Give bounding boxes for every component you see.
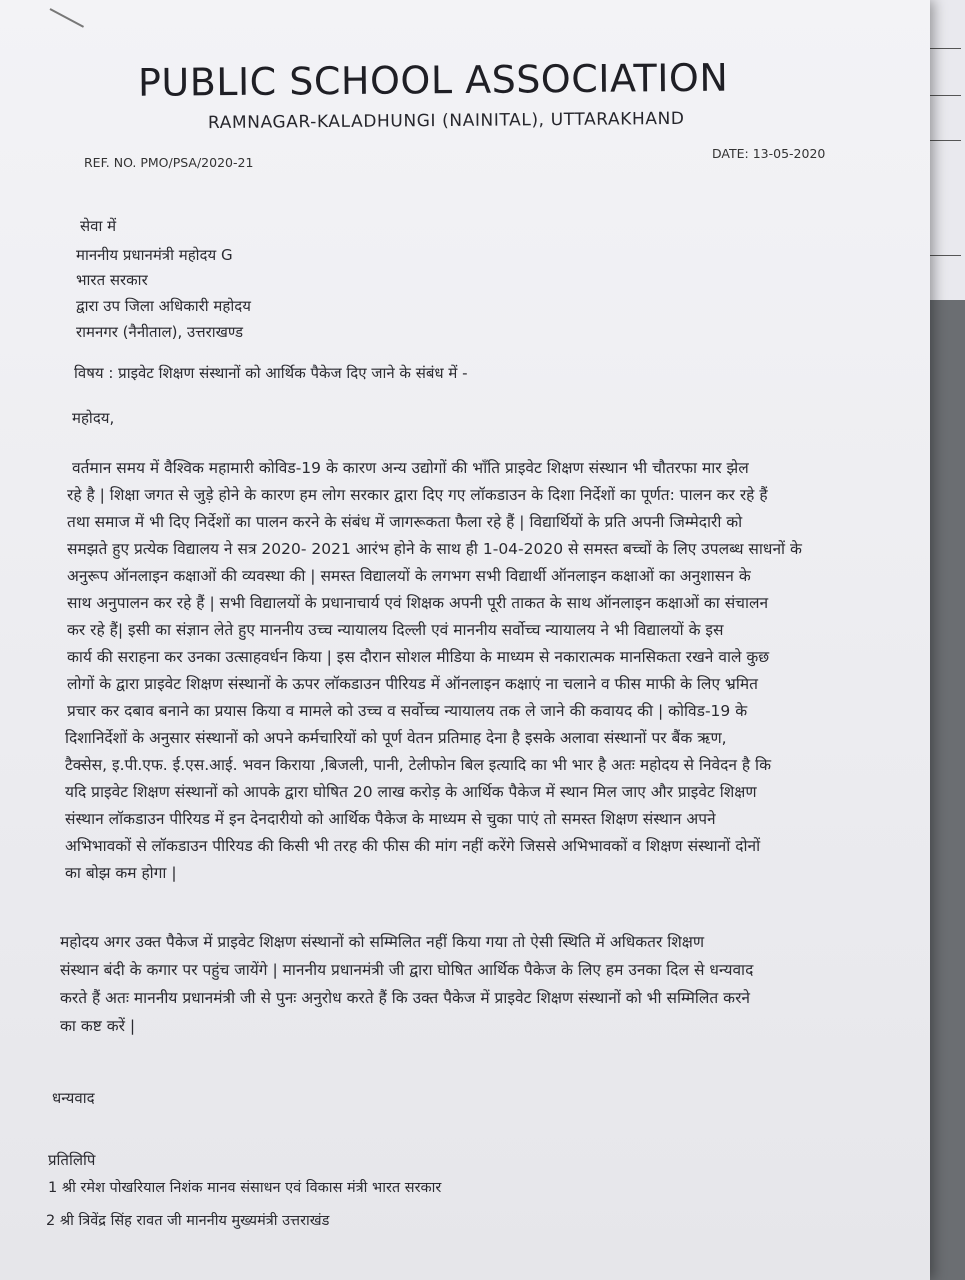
recipient-line: द्वारा उप जिला अधिकारी महोदय [76,297,251,315]
paragraph-line: का कष्ट करें | [60,1017,136,1035]
letter-date: DATE: 13-05-2020 [712,146,826,161]
paragraph-line: का बोझ कम होगा | [65,864,177,882]
paragraph-line: करते हैं अतः माननीय प्रधानमंत्री जी से पुनः अनुरोध करते हैं कि उक्त पैकेज में प्राइवेट शिक्षण संस्थानों को भी सम्मिलित करने [60,989,751,1007]
paragraph-line: संस्थान लॉकडाउन पीरियड में इन देनदारीयो को आर्थिक पैकेज के माध्यम से चुका पाएं तो समस्त शिक्षण संस्थान अपने [65,810,716,828]
paragraph-line: संस्थान बंदी के कगार पर पहुंच जायेंगे | माननीय प्रधानमंत्री जी द्वारा घोषित आर्थिक पैकेज के लिए हम उनका दिल से धन्यवाद [60,961,754,979]
copy-item: 1 श्री रमेश पोखरियाल निशंक मानव संसाधन एवं विकास मंत्री भारत सरकार [48,1180,442,1196]
paragraph-line: वर्तमान समय में वैश्विक महामारी कोविड-19 के कारण अन्य उद्योगों की भाँति प्राइवेट शिक्षण संस्थान भी चौतरफा मार झेल [72,459,749,477]
organization-name: PUBLIC SCHOOL ASSOCIATION [137,55,729,105]
paragraph-line: टैक्सेस, इ.पी.एफ. ई.एस.आई. भवन किराया ,बिजली, पानी, टेलीफोन बिल इत्यादि का भी भार है अतः महोदय से निवेदन है कि [65,756,771,774]
subject-line: विषय : प्राइवेट शिक्षण संस्थानों को आर्थिक पैकेज दिए जाने के संबंध में - [74,364,468,382]
copy-heading: प्रतिलिपि [48,1151,96,1169]
paragraph-line: अनुरूप ऑनलाइन कक्षाओं की व्यवस्था की | समस्त विद्यालयों के लगभग सभी विद्यार्थी ऑनलाइन कक्षाओं का अनुशासन के [67,567,751,585]
paragraph-line: प्रचार कर दबाव बनाने का प्रयास किया व मामले को उच्च व सर्वोच्च न्यायालय तक ले जाने की कवायद की | कोविड-19 के [67,702,748,720]
recipient-line: सेवा में [80,217,117,235]
recipient-line: रामनगर (नैनीताल), उत्तराखण्ड [76,323,244,341]
recipient-line: भारत सरकार [76,271,148,289]
paragraph-line: अभिभावकों से लॉकडाउन पीरियड की किसी भी तरह की फीस की मांग नहीं करेंगे जिससे अभिभावकों व शिक्षण संस्थानों दोनों [65,837,761,855]
paragraph-line: कर रहे हैं| इसी का संज्ञान लेते हुए माननीय उच्च न्यायालय दिल्ली एवं माननीय सर्वोच्च न्यायालय ने भी विद्यालयों के इस [67,621,724,639]
salutation: महोदय, [72,409,115,427]
paragraph-line: समझते हुए प्रत्येक विद्यालय ने सत्र 2020- 2021 आरंभ होने के साथ ही 1-04-2020 से समस्त बच्चों के लिए उपलब्ध साधनों के [67,540,802,558]
paragraph-line: तथा समाज में भी दिए निर्देशों का पालन करने के संबंध में जागरूकता फैला रहे हैं | विद्यार्थियों के प्रति अपनी जिम्मेदारी को [67,513,743,531]
recipient-line: माननीय प्रधानमंत्री महोदय G [76,246,233,264]
organization-address: RAMNAGAR-KALADHUNGI (NAINITAL), UTTARAKHAND [207,108,685,134]
pencil-mark [50,8,84,28]
paragraph-line: रहे है | शिक्षा जगत से जुड़े होने के कारण हम लोग सरकार द्वारा दिए गए लॉकडाउन के दिशा निर्देशों का पूर्णत: पालन कर रहे हैं [67,486,768,504]
closing: धन्यवाद [52,1089,95,1107]
copy-item: 2 श्री त्रिवेंद्र सिंह रावत जी माननीय मुख्यमंत्री उत्तराखंड [46,1213,330,1229]
paragraph-line: साथ अनुपालन कर रहे हैं | सभी विद्यालयों के प्रधानाचार्य एवं शिक्षक अपनी पूरी ताकत के साथ ऑनलाइन कक्षाओं का संचालन [67,594,769,612]
paragraph-line: महोदय अगर उक्त पैकेज में प्राइवेट शिक्षण संस्थानों को सम्मिलित नहीं किया गया तो ऐसी स्थिति में अधिकतर शिक्षण [60,933,705,951]
paragraph-line: लोगों के द्वारा प्राइवेट शिक्षण संस्थानों के ऊपर लॉकडाउन पीरियड में ऑनलाइन कक्षाएं ना चलाने व फीस माफी के लिए भ्रमित [67,675,758,693]
paragraph-line: यदि प्राइवेट शिक्षण संस्थानों को आपके द्वारा घोषित 20 लाख करोड़ के आर्थिक पैकेज में स्थान मिल जाए और प्राइवेट शिक्षण [65,783,757,801]
paragraph-line: कार्य की सराहना कर उनका उत्साहवर्धन किया | इस दौरान सोशल मीडिया के माध्यम से नकारात्मक मानसिकता रखने वाले कुछ [67,648,770,666]
paragraph-line: दिशानिर्देशों के अनुसार संस्थानों को अपने कर्मचारियों को पूर्ण वेतन प्रतिमाह देना है इसके अलावा संस्थानों पर बैंक ऋण, [65,729,727,747]
reference-number: REF. NO. PMO/PSA/2020-21 [84,155,254,170]
